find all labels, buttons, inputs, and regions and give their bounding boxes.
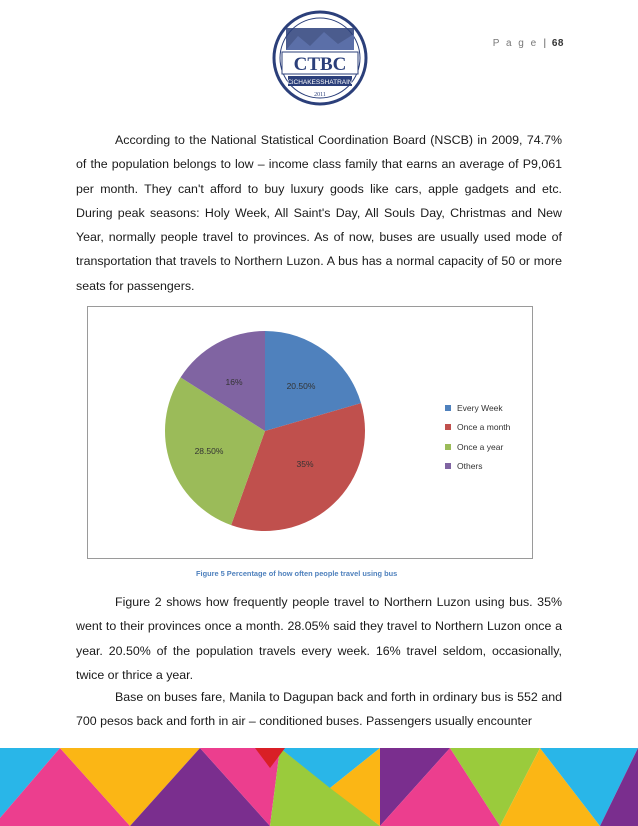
- legend-item: [445, 418, 510, 438]
- legend-swatch: [445, 405, 451, 411]
- legend-swatch: [445, 463, 451, 469]
- legend-item: [445, 437, 510, 457]
- legend-label: Every Week: [457, 402, 503, 413]
- logo-subtitle: CiCHAKESSHATRAIN: [287, 79, 353, 86]
- chart-legend: [445, 398, 510, 476]
- pie-data-label: 20.50%: [286, 381, 316, 391]
- page-number: 68: [551, 38, 564, 49]
- page-number-header: [493, 38, 564, 49]
- decorative-footer: [0, 748, 638, 826]
- body-paragraph-3: Base on buses fare, Manila to Dagupan back and forth in ordinary bus is 552 and 700 pesos back and forth in air – conditioned buses. Passengers usually encounter: [76, 690, 562, 729]
- legend-label: Others: [457, 461, 483, 472]
- legend-item: [445, 398, 510, 418]
- pie-data-label: 16%: [225, 377, 243, 387]
- pie-data-label: 28.50%: [194, 446, 224, 456]
- page-separator: |: [543, 38, 547, 49]
- figure-caption: Figure 5 Percentage of how often people travel using bus: [196, 569, 398, 578]
- legend-label: Once a month: [457, 422, 511, 433]
- legend-item: [445, 457, 510, 477]
- body-paragraph-2: Figure 2 shows how frequently people travel to Northern Luzon using bus. 35% went to their provinces once a month. 28.05% said they travel to Northern Luzon once a year. 20.50% of the population travels every week. 16% travel seldom, occasionally, twice or thrice a year.: [76, 595, 562, 682]
- legend-swatch: [445, 444, 451, 450]
- logo-title: CTBC: [293, 54, 347, 75]
- legend-label: Once a year: [457, 441, 504, 452]
- school-logo: [272, 10, 368, 106]
- body-paragraph-1: According to the National Statistical Coordination Board (NSCB) in 2009, 74.7% of the population belongs to low – income class family that earns an average of P9,061 per month. They can't afford to buy luxury goods like cars, apple gadgets and etc. During peak seasons: Holy Week, All Saint's Day, All Souls Day, Christmas and New Year, normally people travel to provinces. As of now, buses are usually used mode of transportation that travels to Northern Luzon. A bus has a normal capacity of 50 or more seats for passengers.: [76, 133, 562, 293]
- page-label: P a g e: [492, 38, 539, 49]
- logo-year: 2011: [314, 92, 326, 98]
- pie-data-label: 35%: [296, 459, 314, 469]
- legend-swatch: [445, 424, 451, 430]
